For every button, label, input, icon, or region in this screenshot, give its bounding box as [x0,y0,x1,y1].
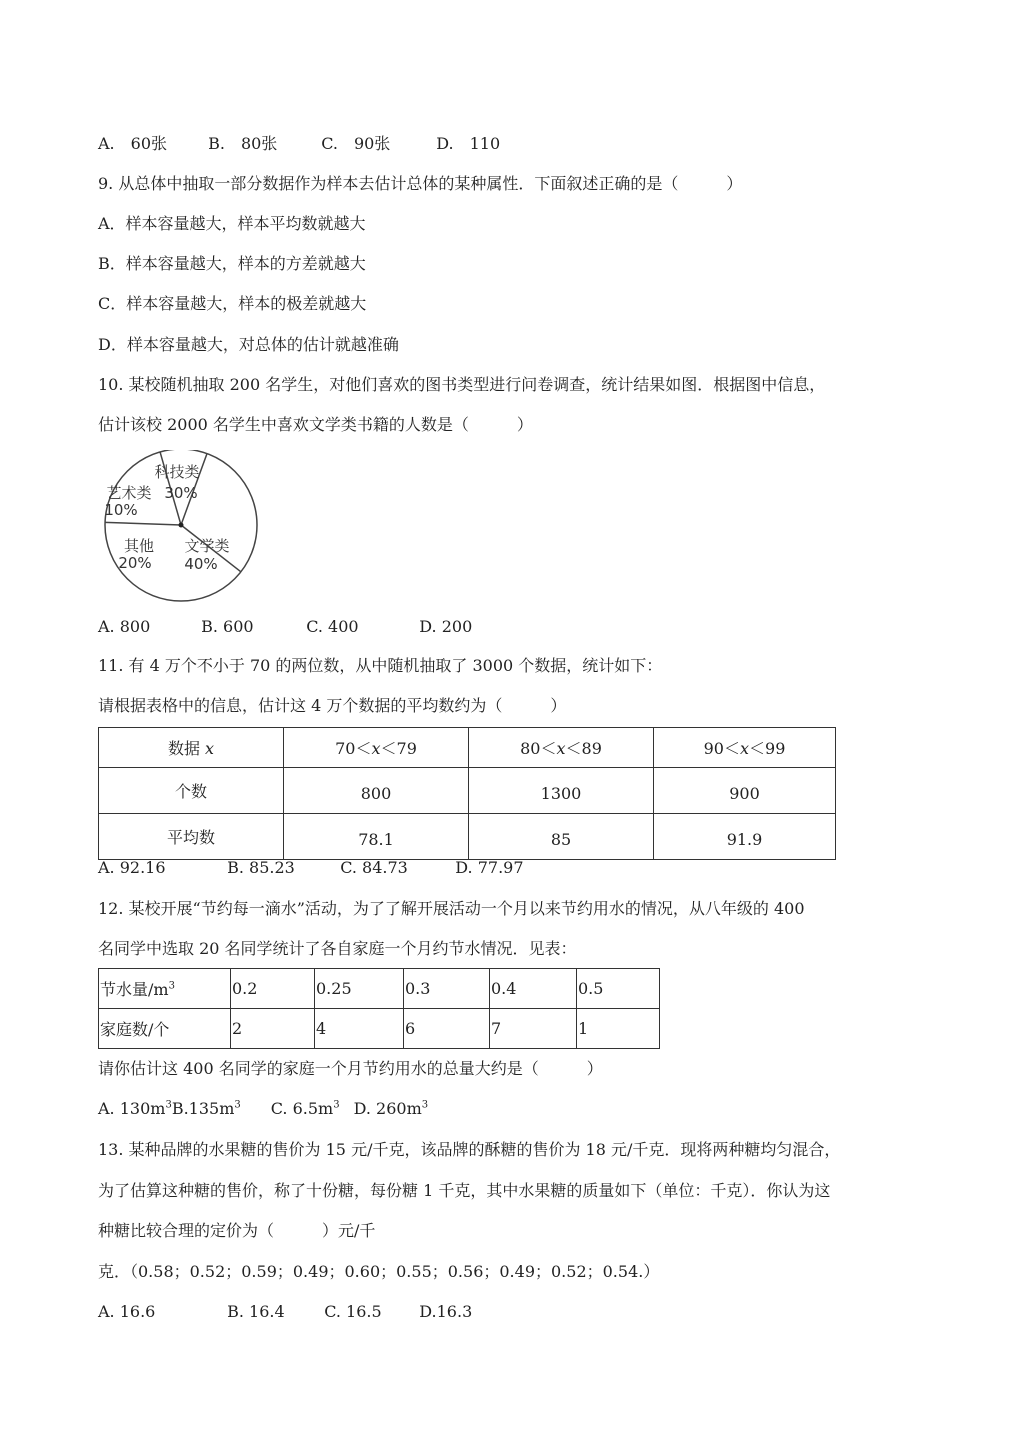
q12-option-c: C. $6.5m^3$ [270,1099,340,1118]
q13-stem-line2: 为了估算这种糖的售价，称了十份糖，每份糖 1 千克，其中水果糖的质量如下（单位：千克）．你认为这 [98,1181,831,1200]
table-cell: 91.9 [654,814,836,860]
table-cell: 个数 [99,768,284,814]
q11-stem: 11. 有 4 万个不小于 70 的两位数，从中随机抽取了 3000 个数据，统计如下： [98,656,663,675]
table-cell: 0.25 [315,969,404,1009]
pie-center-dot [179,523,184,528]
q10-stem-line1: 10. 某校随机抽取 200 名学生，对他们喜欢的图书类型进行问卷调查，统计结果如图．根据图中信息， [98,375,826,394]
q11-option-a: A. 92.16 [98,858,166,877]
pie-slice-label: 文学类 [184,537,230,555]
q13-option-c: C. 16.5 [324,1302,382,1321]
pie-slice-label: 其他 [123,537,155,555]
q12-option-d: D. $260m^3$ [353,1099,429,1118]
table-cell: 节水量$/m^3$ [99,969,231,1009]
table-cell: 0.2 [231,969,315,1009]
table-cell: 0.4 [490,969,577,1009]
pie-slice-label: 科技类 [154,463,200,481]
table-cell: 家庭数/个 [99,1009,231,1049]
q10-options [98,616,472,638]
table-cell: 6 [404,1009,490,1049]
q13-stem-line1: 13. 某种品牌的水果糖的售价为 15 元/千克，该品牌的酥糖的售价为 18 元/千克．现将两种糖均匀混合， [98,1140,841,1159]
table-row [99,814,836,860]
q10-option-a: A. 800 [98,617,151,636]
pie-slice-label: 艺术类 [106,484,152,502]
table-cell: 0.5 [577,969,660,1009]
q11-prompt: 请根据表格中的信息，估计这 4 万个数据的平均数约为（ ） [98,696,567,715]
q11-table [98,727,836,860]
pie-slice-value: 30% [164,484,198,502]
q9-option-d: D．样本容量越大，对总体的估计就越准确 [98,335,399,354]
pie-slice-value: 40% [184,555,218,573]
q11-option-d: D. 77.97 [455,858,524,877]
table-header-cell: 80＜x＜89 [469,728,654,768]
q8-options [98,133,500,155]
q10-option-b: B. 600 [201,617,254,636]
table-cell: 平均数 [99,814,284,860]
pie-slice-value: 20% [118,554,152,572]
q13-option-b: B. 16.4 [227,1302,285,1321]
q11-options [98,857,524,879]
q13-option-d: D.16.3 [419,1302,473,1321]
q8-option-c: C. 90张 [321,134,391,153]
q9-option-b: B．样本容量越大，样本的方差就越大 [98,254,366,273]
q10-option-c: C. 400 [306,617,359,636]
q9-option-a: A．样本容量越大，样本平均数就越大 [98,214,366,233]
table-cell: 0.3 [404,969,490,1009]
q12-table [98,968,660,1049]
q12-stem-line2: 名同学中选取 20 名同学统计了各自家庭一个月约节水情况．见表： [98,939,577,958]
table-row [99,1009,660,1049]
q8-option-d: D. 110 [436,134,501,153]
table-cell: 800 [284,768,469,814]
q8-option-b: B. 80张 [208,134,278,153]
q8-option-a: A. 60张 [98,134,168,153]
table-cell: 7 [490,1009,577,1049]
q13-options [98,1301,472,1323]
table-cell: 4 [315,1009,404,1049]
q9-option-c: C．样本容量越大，样本的极差就越大 [98,294,367,313]
q10-option-d: D. 200 [419,617,473,636]
pie-slice-value: 10% [104,501,138,519]
table-cell: 2 [231,1009,315,1049]
q10-stem-line2: 估计该校 2000 名学生中喜欢文学类书籍的人数是（ ） [98,415,533,434]
q9-stem: 9. 从总体中抽取一部分数据作为样本去估计总体的某种属性．下面叙述正确的是（ ） [98,174,743,193]
q11-option-b: B. 85.23 [227,858,295,877]
q11-option-c: C. 84.73 [340,858,408,877]
q12-prompt: 请你估计这 400 名同学的家庭一个月节约用水的总量大约是（ ） [98,1059,603,1078]
table-cell: 1 [577,1009,660,1049]
q13-stem-line4: 克．（0.58；0.52；0.59；0.49；0.60；0.55；0.56；0.49；0.52；0.54.） [98,1262,660,1281]
table-row [99,728,836,768]
q12-options [98,1098,428,1120]
table-cell: 900 [654,768,836,814]
q12-option-a: A. $130m^3$ [98,1099,172,1118]
q12-option-b: $B.135m^3$ [171,1099,241,1118]
table-row [99,768,836,814]
table-cell: 85 [469,814,654,860]
q13-stem-line3: 种糖比较合理的定价为（ ）元/千 [98,1221,376,1240]
table-header-cell: 数据 x [99,728,284,768]
table-header-cell: 70＜x＜79 [284,728,469,768]
q13-option-a: A. 16.6 [98,1302,156,1321]
table-cell: 78.1 [284,814,469,860]
table-row [99,969,660,1009]
q12-stem-line1: 12. 某校开展“节约每一滴水”活动，为了了解开展活动一个月以来节约用水的情况，从八年级的 400 [98,899,805,918]
table-cell: 1300 [469,768,654,814]
pie-chart [101,450,261,610]
table-header-cell: 90＜x＜99 [654,728,836,768]
